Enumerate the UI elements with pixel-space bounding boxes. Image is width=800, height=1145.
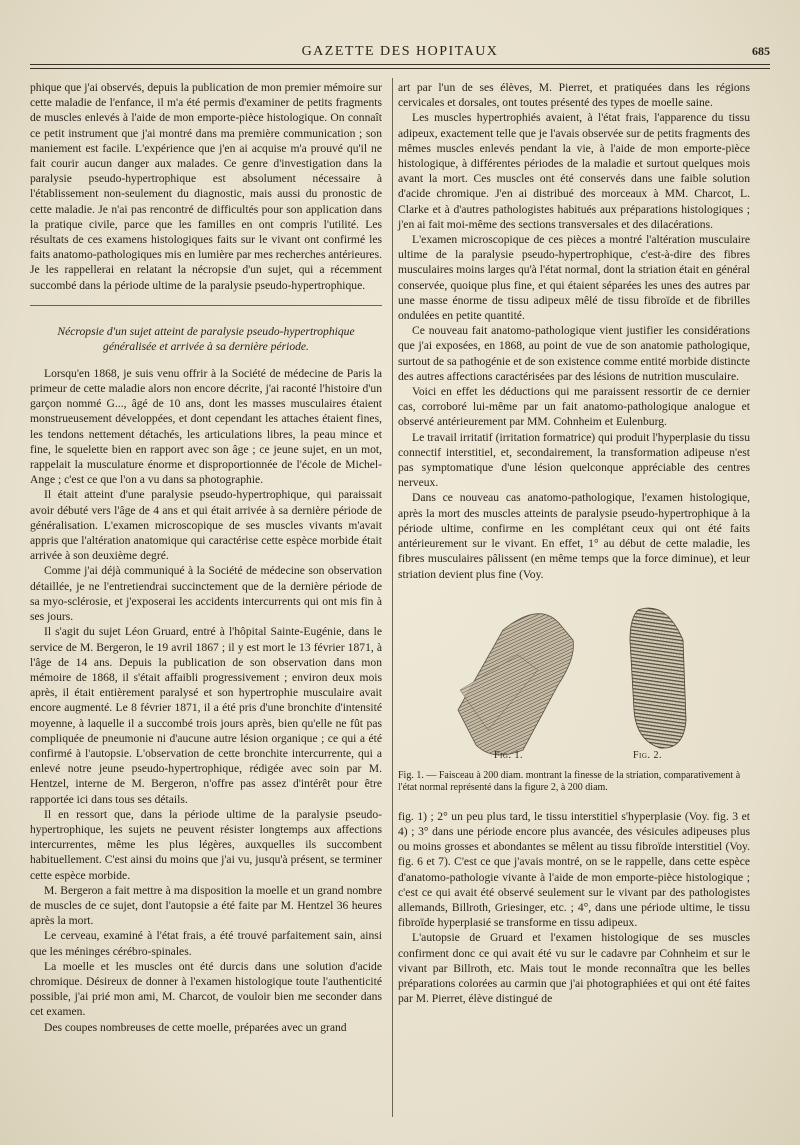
paragraph: La moelle et les muscles ont été durcis dans une solution d'acide chromique. Désireux de donner à l'examen histologique toute l'authenticité possible, j'ai prié mon ami, M. Charcot, de vouloir bien me seconder dans cet examen. — [30, 959, 382, 1019]
muscle-fibre-illustration — [398, 600, 750, 760]
fig1-fibre — [458, 613, 573, 754]
section-heading: Nécropsie d'un sujet atteint de paralysie pseudo-hypertrophique généralisée et arrivée à sa dernière période. — [57, 324, 355, 353]
fig2-fibre — [630, 608, 686, 748]
page-header — [30, 44, 770, 64]
figure-caption: Fig. 1. — Faisceau à 200 diam. montrant la finesse de la striation, comparativement à l'état normal représenté dans la figure 2, à 200 diam. — [398, 769, 741, 793]
section-divider — [30, 305, 382, 306]
paragraph: Dans ce nouveau cas anatomo-pathologique, l'examen histologique, après la mort des muscles atteints de paralysie pseudo-hypertrophique à la période ultime, confirme en les complétant ceux qui ont été faits antérieurement sur le vivant. En effet, 1° au début de cette maladie, les fibres musculaires pâlissent (en même temps que la force diminue), et leur striation devient plus fine (Voy. — [398, 491, 750, 581]
column-separator — [392, 78, 393, 1117]
paragraph: Le cerveau, examiné à l'état frais, a été trouvé parfaitement sain, ainsi que les méninges cérébro-spinales. — [30, 929, 382, 958]
paragraph: Des coupes nombreuses de cette moelle, préparées avec un grand — [44, 1020, 347, 1034]
paragraph: phique que j'ai observés, depuis la publication de mon premier mémoire sur cette maladie de l'enfance, il m'a été permis d'examiner de petits fragments de muscles enlevés à l'aide de mon emporte-pièce histologique. On connaît ce petit instrument que j'ai montré dans ma première communication ; son maniement est facile. L'expérience que j'en ai acquise m'a prouvé qu'il ne fait courir aucun danger aux malades. Ce genre d'investigation dans la paralysie pseudo-hypertrophique est absolument nécessaire à l'établissement non-seulement du diagnostic, mais aussi du pronostic de cette maladie. Je n'ai pas rencontré de difficultés pour son application dans la pratique civile, parce que les familles en ont compris l'utilité. Les résultats de ces examens histologiques faits sur le vivant ont confirmé les faits anatomo-pathologiques mis en lumière par mes recherches antérieures. Je les rappellerai en relatant la nécropsie d'un sujet, qui a récemment succombé dans la période ultime de la paralysie pseudo-hypertrophique. — [30, 81, 382, 292]
paragraph: Le travail irritatif (irritation formatrice) qui produit l'hyperplasie du tissu connectif interstitiel, et, secondairement, la transformation adipeuse n'est pas symptomatique d'une lésion quelconque appréciable des centres nerveux. — [398, 430, 750, 490]
paragraph: Lorsqu'en 1868, je suis venu offrir à la Société de médecine de Paris la primeur de cette maladie alors non encore décrite, j'ai raconté l'histoire d'un garçon nommé G..., âgé de 10 ans, dont les masses musculaires étaient monstrueusement développées, et dont cependant les attaches étaient fines, les tendons nettement détachés, les articulations libres, la peau mince et fine, le squelette bien en rapport avec son âge ; ce jeune sujet, en un mot, rappelait la musculature énorme et disproportionnée de l'école de Michel-Ange ; c'est ce que l'on a vu dans sa photographie. — [30, 366, 382, 487]
page-number: 685 — [752, 44, 770, 58]
paragraph: Ce nouveau fait anatomo-pathologique vient justifier les considérations que j'ai exposées, en 1868, au point de vue de son anatomie pathologique, surtout de sa pathogénie et de son existence comme entité morbide distincte des autres affections caractérisées par des lésions de nutrition musculaire. — [398, 324, 750, 383]
figure-muscle-fibres — [398, 600, 750, 805]
header-rule-bottom — [30, 68, 770, 69]
journal-title: GAZETTE DES HOPITAUX — [301, 44, 499, 59]
paragraph: M. Bergeron a fait mettre à ma disposition la moelle et un grand nombre de muscles de ce sujet, dont l'autopsie a été faite par M. Hentzel 36 heures après la mort. — [30, 883, 382, 928]
paragraph: L'examen microscopique de ces pièces a montré l'altération musculaire ultime de la paralysie pseudo-hypertrophique, c'est-à-dire des fibres musculaires moins larges qu'à l'état normal, dont la striation était en général conservée, quoique plus fine, et qui étaient séparées les unes des autres par une masse énorme de tissu adipeux mêlé de tissu fibroïde et de fibrilles ondulées en petite quantité. — [398, 233, 750, 323]
paragraph: Voici en effet les déductions qui me paraissent ressortir de ce dernier cas, corroboré lui-même par un fait anatomo-pathologique analogue et observé antérieurement par MM. Cohnheim et Eulenburg. — [398, 385, 750, 429]
paragraph: Il s'agit du sujet Léon Gruard, entré à l'hôpital Sainte-Eugénie, dans le service de M. Bergeron, le 19 avril 1867 ; il y est mort le 13 février 1871, à l'âge de 14 ans. Depuis la publication de son observation dans mon mémoire de 1868, il s'était affaibli progressivement ; environ deux mois après, il était entièrement paralysé et son hypertrophie musculaire avait encore augmenté. Le 8 février 1871, il a été pris d'une bronchite d'intensité moyenne, à laquelle il a succombé trois jours après, bien qu'elle ne fût pas compliquée de pneumonie ni d'aucune autre lésion organique ; ce qui a été confirmé à l'autopsie. L'observation de cette bronchite intercurrente, qui a enlevé notre jeune pseudo-hypertrophique, rédigée avec soin par M. Hentzel, interne de M. Bergeron, n'offre pas assez d'intérêt pour être rapportée ici dans tous ses détails. — [30, 625, 382, 806]
paragraph: Les muscles hypertrophiés avaient, à l'état frais, l'apparence du tissu adipeux, exactement telle que je l'avais observée sur de petits fragments des mêmes muscles enlevés pendant la vie, à l'aide de mon emporte-pièce histologique, à différentes périodes de la maladie et surtout quelques mois avant la mort. Ces muscles ont été conservés dans une faible solution d'acide chromique. J'en ai distribué des morceaux à MM. Charcot, L. Clarke et à d'autres pathologistes habitués aux préparations histologiques ; j'en ai fait moi-même des sections transversales et des dilacérations. — [398, 111, 750, 231]
paragraph: Il en ressort que, dans la période ultime de la paralysie pseudo-hypertrophique, les sujets ne peuvent résister longtemps aux affections intercurrentes, même les plus légères, auxquelles ils succombent habituellement. C'est ainsi du moins que j'ai vu, jusqu'à présent, se terminer cette espèce morbide. — [30, 807, 382, 882]
paragraph: fig. 1) ; 2° un peu plus tard, le tissu interstitiel s'hyperplasie (Voy. fig. 3 et 4) ; 3° dans une période encore plus avancée, des vésicules adipeuses plus ou moins grosses et abondantes se mêlent au tissu fibroïde interstitiel (Voy. fig. 6 et 7). C'est ce que j'avais montré, on se le rappelle, dans cette espèce d'anatomo-pathologie vivante à l'aide de mon emporte-pièce histologique ; c'est ce qui avait été observé seulement sur le vivant par des pathologistes allemands, Billroth, Griesinger, etc. ; 4°, dans une période ultime, le tissu fibroïde hyperplasié se transforme en tissu adipeux. — [398, 809, 750, 930]
header-rule-top — [30, 64, 770, 65]
figure-2-label: Fig. 2. — [633, 749, 662, 761]
right-column — [398, 80, 750, 1006]
paragraph: L'autopsie de Gruard et l'examen histologique de ses muscles confirment donc ce qui avait été vu sur le cadavre par Cohnheim et sur le vivant par Billroth, etc. Mais tout le monde reconnaîtra que les belles préparations colorées au carmin que j'ai photographiées et qui ont été faites par M. Pierret, élève distingué de — [398, 931, 750, 1006]
left-column — [30, 80, 382, 1035]
figure-1-label: Fig. 1. — [494, 749, 523, 761]
paragraph: art par l'un de ses élèves, M. Pierret, et pratiquées dans les régions cervicales et dorsales, ont toutes présenté des types de moelle saine. — [398, 81, 750, 110]
paragraph: Comme j'ai déjà communiqué à la Société de médecine son observation détaillée, je ne l'entretiendrai succinctement que de la dernière période de sa myo-sclérosie, et j'exposerai les accidents intercurrents qui ont mis fin à ses jours. — [30, 564, 382, 624]
paragraph: Il était atteint d'une paralysie pseudo-hypertrophique, qui paraissait avoir débuté vers l'âge de 4 ans et qui était arrivée à sa dernière période de généralisation. L'examen microscopique de ses muscles vivants m'avait appris que l'altération anatomique qui caractérise cette espèce morbide était arrivée à son deuxième degré. — [30, 488, 382, 563]
